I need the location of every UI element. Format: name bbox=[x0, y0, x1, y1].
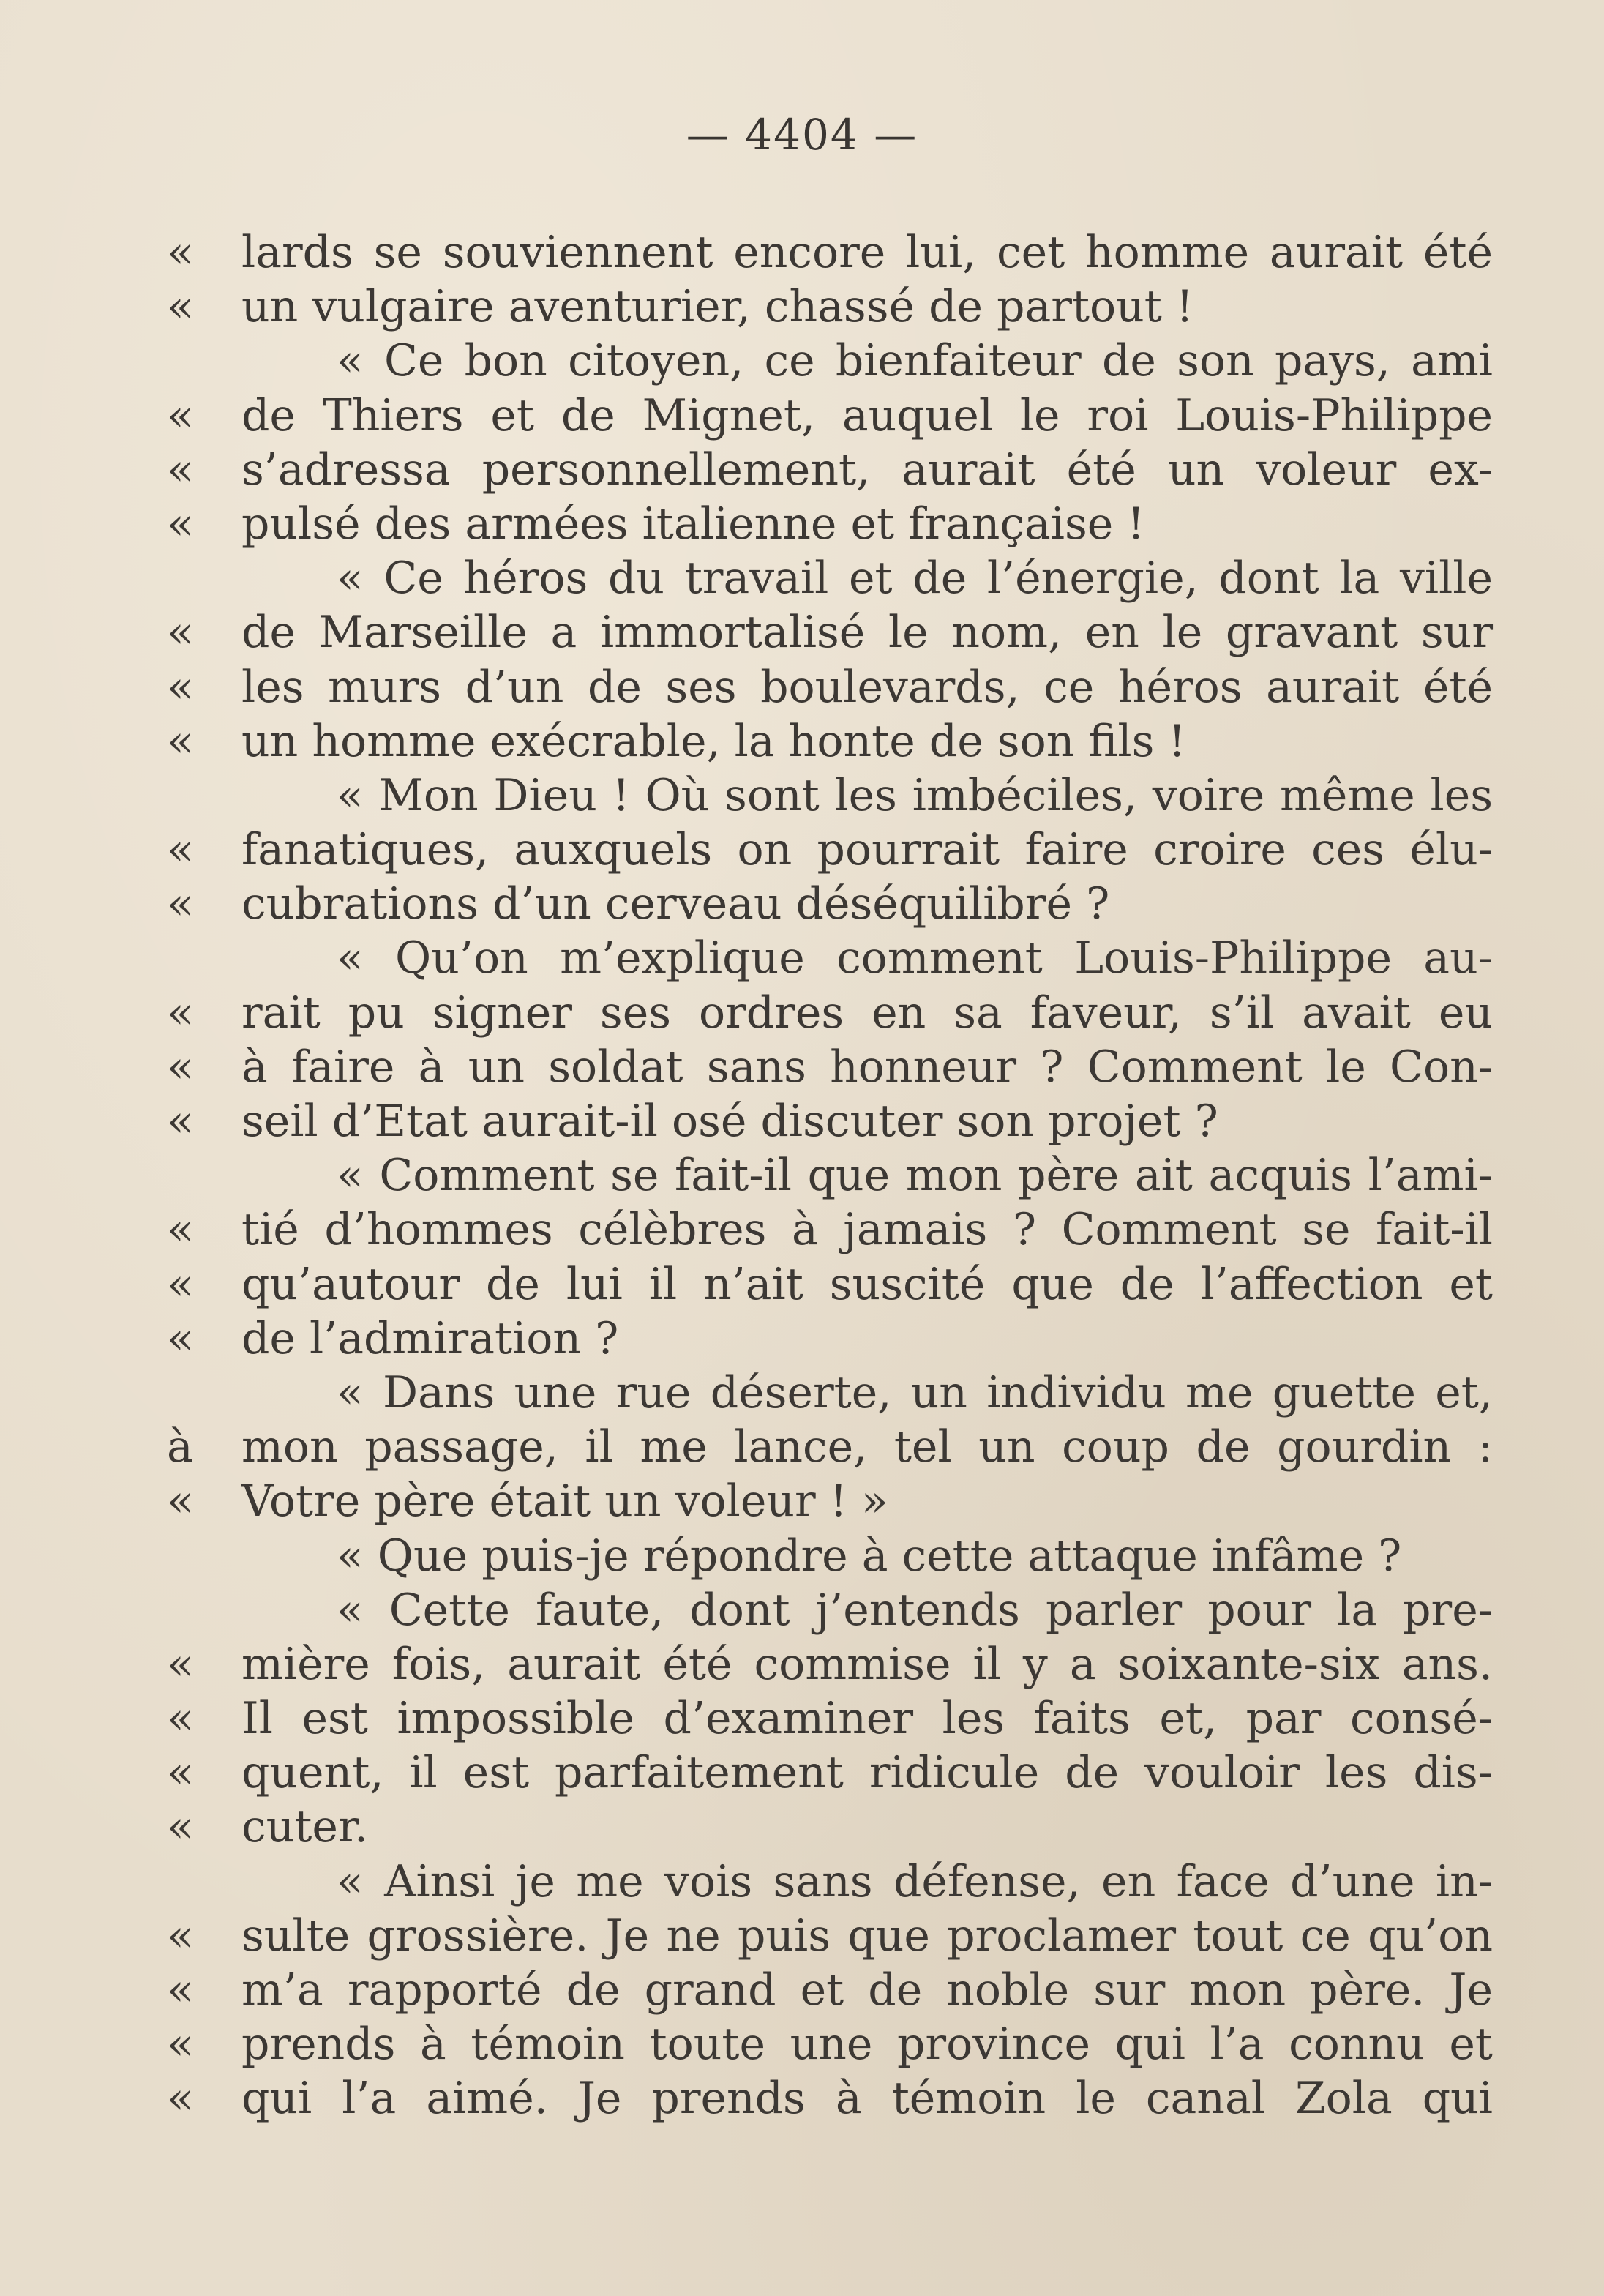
quote-marker: « bbox=[167, 661, 194, 713]
quote-marker: « bbox=[167, 1964, 194, 2016]
line-text: s’adressa personnellement, aurait été un voleur ex- bbox=[241, 444, 1493, 496]
quote-marker: « bbox=[167, 1041, 194, 1093]
text-line bbox=[167, 225, 1493, 280]
line-text: « Ce bon citoyen, ce bienfaiteur de son pays, ami bbox=[337, 335, 1493, 387]
text-line bbox=[241, 1583, 1493, 1637]
text-line bbox=[167, 1963, 1493, 2017]
quote-marker: « bbox=[167, 715, 194, 767]
text-line bbox=[167, 2017, 1493, 2071]
quote-marker: « bbox=[167, 987, 194, 1039]
text-line bbox=[241, 769, 1493, 823]
text-line bbox=[241, 1366, 1493, 1420]
line-text: mon passage, il me lance, tel un coup de gourdin : bbox=[241, 1421, 1493, 1473]
text-line bbox=[167, 986, 1493, 1040]
text-line bbox=[241, 334, 1493, 388]
line-text: lards se souviennent encore lui, cet homme aurait été bbox=[241, 227, 1493, 278]
text-line bbox=[167, 1746, 1493, 1800]
quote-marker: « bbox=[167, 1258, 194, 1310]
line-text: « Comment se fait-il que mon père ait acquis l’ami- bbox=[337, 1150, 1493, 1202]
line-text: les murs d’un de ses boulevards, ce héros aurait été bbox=[241, 661, 1493, 713]
line-text: un homme exécrable, la honte de son fils ! bbox=[241, 715, 1186, 767]
line-text: cuter. bbox=[241, 1801, 369, 1853]
line-text: « Ainsi je me vois sans défense, en face d’une in- bbox=[337, 1855, 1493, 1907]
quote-marker: « bbox=[167, 1693, 194, 1745]
line-text: Votre père était un voleur ! » bbox=[241, 1476, 888, 1527]
line-text: « Mon Dieu ! Où sont les imbéciles, voire même les bbox=[337, 769, 1493, 821]
line-text: cubrations d’un cerveau déséquilibré ? bbox=[241, 878, 1110, 930]
quote-marker: « bbox=[167, 1096, 194, 1147]
line-text: qui l’a aimé. Je prends à témoin le canal Zola qui bbox=[241, 2073, 1493, 2125]
line-text: pulsé des armées italienne et française ! bbox=[241, 498, 1145, 550]
line-text: quent, il est parfaitement ridicule de vouloir les dis- bbox=[241, 1747, 1493, 1799]
text-line bbox=[241, 551, 1493, 605]
quote-marker: « bbox=[167, 2019, 194, 2071]
text-line bbox=[167, 660, 1493, 714]
text-line bbox=[167, 714, 1493, 769]
line-text: « Dans une rue déserte, un individu me guette et, bbox=[337, 1366, 1493, 1418]
text-line bbox=[167, 443, 1493, 497]
quote-marker: « bbox=[167, 2073, 194, 2125]
line-text: sulte grossière. Je ne puis que proclamer tout ce qu’on bbox=[241, 1910, 1493, 1962]
quote-marker: « bbox=[167, 281, 194, 333]
text-line bbox=[167, 1040, 1493, 1094]
text-line bbox=[167, 1800, 1493, 1854]
line-text: « Que puis-je répondre à cette attaque infâme ? bbox=[337, 1530, 1402, 1582]
line-text: de l’admiration ? bbox=[241, 1312, 619, 1364]
text-line bbox=[167, 1691, 1493, 1746]
line-text: seil d’Etat aurait-il osé discuter son projet ? bbox=[241, 1096, 1218, 1147]
line-text: « Qu’on m’explique comment Louis-Philippe au- bbox=[337, 932, 1493, 984]
line-text: tié d’hommes célèbres à jamais ? Comment se fait-il bbox=[241, 1204, 1493, 1256]
text-line bbox=[167, 1203, 1493, 1257]
text-line bbox=[167, 497, 1493, 551]
quote-marker: « bbox=[167, 389, 194, 441]
text-line bbox=[167, 1909, 1493, 1963]
text-line bbox=[167, 280, 1493, 334]
text-line bbox=[241, 931, 1493, 985]
text-line bbox=[167, 605, 1493, 659]
line-text: « Ce héros du travail et de l’énergie, dont la ville bbox=[337, 553, 1493, 605]
quote-marker: « bbox=[167, 227, 194, 278]
text-line bbox=[167, 1257, 1493, 1312]
quote-marker: « bbox=[167, 1312, 194, 1364]
line-text: un vulgaire aventurier, chassé de partout ! bbox=[241, 281, 1194, 333]
text-line bbox=[167, 1312, 1493, 1366]
quote-marker: « bbox=[167, 824, 194, 876]
text-line bbox=[241, 1529, 1493, 1583]
quote-marker: « bbox=[167, 444, 194, 496]
text-line bbox=[167, 1474, 1493, 1528]
quote-marker: « bbox=[167, 1910, 194, 1962]
quote-marker: « bbox=[167, 607, 194, 659]
line-text: m’a rapporté de grand et de noble sur mon père. Je bbox=[241, 1964, 1493, 2016]
line-text: fanatiques, auxquels on pourrait faire croire ces élu- bbox=[241, 824, 1493, 876]
quote-marker: « bbox=[167, 1801, 194, 1853]
text-line bbox=[167, 1637, 1493, 1691]
line-text: « Cette faute, dont j’entends parler pour la pre- bbox=[337, 1584, 1493, 1636]
line-text: rait pu signer ses ordres en sa faveur, s’il avait eu bbox=[241, 987, 1493, 1039]
quote-marker: à bbox=[167, 1421, 193, 1473]
line-text: prends à témoin toute une province qui l’a connu et bbox=[241, 2019, 1493, 2071]
quote-marker: « bbox=[167, 1204, 194, 1256]
text-line bbox=[167, 389, 1493, 443]
line-text: mière fois, aurait été commise il y a soixante-six ans. bbox=[241, 1638, 1493, 1690]
text-line bbox=[167, 877, 1493, 931]
quote-marker: « bbox=[167, 1476, 194, 1527]
body-text bbox=[167, 225, 1493, 2126]
text-line bbox=[167, 823, 1493, 877]
text-line bbox=[167, 1094, 1493, 1148]
text-line bbox=[241, 1855, 1493, 1909]
text-line bbox=[167, 1420, 1493, 1474]
page-number: — 4404 — bbox=[686, 110, 918, 160]
line-text: à faire à un soldat sans honneur ? Comment le Con- bbox=[241, 1041, 1493, 1093]
line-text: de Marseille a immortalisé le nom, en le gravant sur bbox=[241, 607, 1493, 659]
text-line bbox=[241, 1148, 1493, 1203]
quote-marker: « bbox=[167, 498, 194, 550]
text-line bbox=[167, 2071, 1493, 2125]
line-text: qu’autour de lui il n’ait suscité que de l’affection et bbox=[241, 1258, 1493, 1310]
line-text: de Thiers et de Mignet, auquel le roi Louis-Philippe bbox=[241, 389, 1493, 441]
quote-marker: « bbox=[167, 1747, 194, 1799]
quote-marker: « bbox=[167, 878, 194, 930]
quote-marker: « bbox=[167, 1638, 194, 1690]
line-text: Il est impossible d’examiner les faits et, par consé- bbox=[241, 1693, 1493, 1745]
